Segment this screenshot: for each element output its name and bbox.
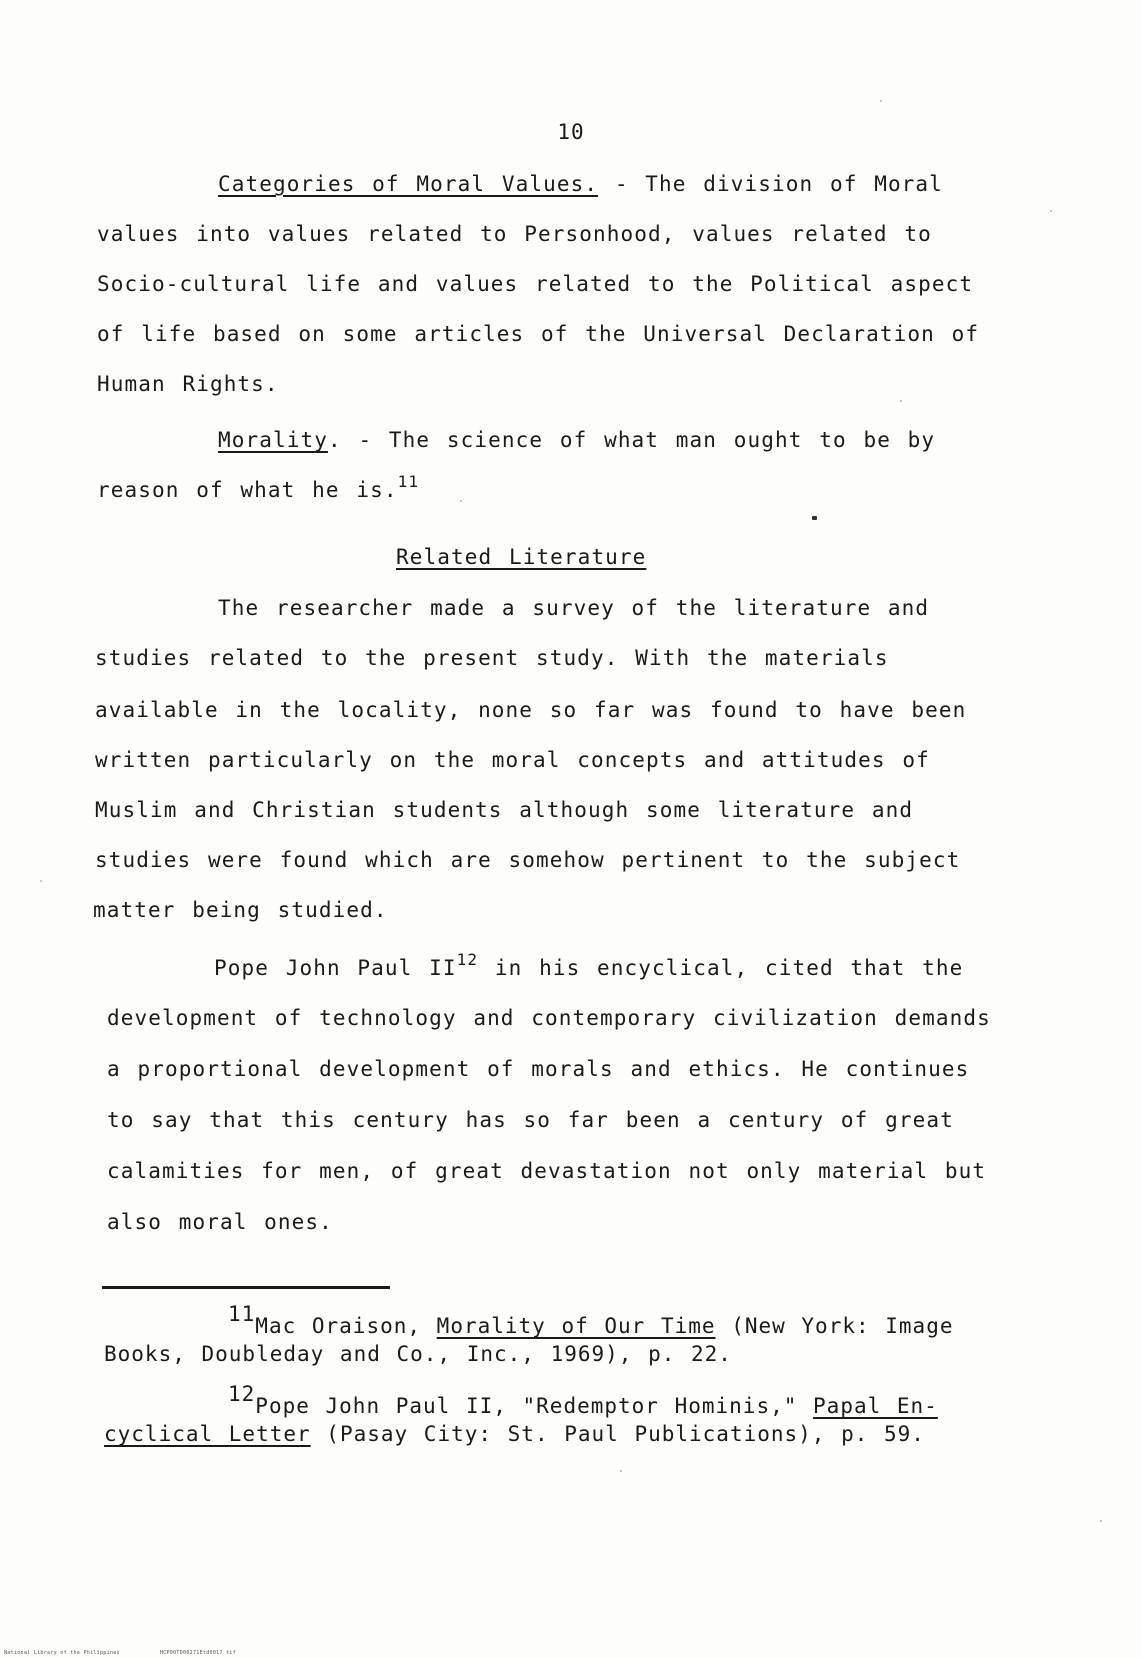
survey-line-1: The researcher made a survey of the literature and <box>218 596 930 620</box>
footnote-11-rest: (New York: Image <box>715 1314 954 1338</box>
footnote-12-line-2 <box>104 1422 925 1446</box>
scan-speck <box>900 400 902 402</box>
scan-speck <box>1050 210 1052 212</box>
archive-library: National Library of the Philippines <box>4 1650 120 1656</box>
pope-line-1-text: in his encyclical, cited that the <box>478 956 964 980</box>
footnote-11-author: Mac Oraison, <box>255 1314 437 1338</box>
categories-line-2: values into values related to Personhood, values related to <box>97 222 932 246</box>
morality-line-2-text: reason of what he is. <box>97 478 398 502</box>
survey-line-4: written particularly on the moral concepts and attitudes of <box>95 748 930 772</box>
categories-line-3: Socio-cultural life and values related to the Political aspect <box>97 272 974 296</box>
pope-line-1-start: Pope John Paul II <box>214 956 457 980</box>
survey-line-3: available in the locality, none so far was found to have been <box>95 698 967 722</box>
footnote-11-title: Morality of Our Time <box>436 1314 716 1338</box>
scan-speck <box>880 100 882 102</box>
categories-line-5: Human Rights. <box>97 372 279 396</box>
section-heading <box>396 545 646 569</box>
morality-line-1-text: . - The science of what man ought to be by <box>327 428 936 452</box>
scan-speck <box>40 880 42 882</box>
scan-speck <box>812 516 817 520</box>
categories-line-1-text: - The division of Moral <box>598 172 943 196</box>
footnote-ref-11: 11 <box>397 472 420 491</box>
pope-line-2: development of technology and contemporary civilization demands <box>107 1006 991 1030</box>
footnote-11-line-1 <box>228 1302 954 1338</box>
footnote-ref-12: 12 <box>456 950 479 969</box>
scan-speck <box>1100 1520 1102 1522</box>
footnote-12-title-2: cyclical Letter <box>104 1422 311 1446</box>
survey-line-7: matter being studied. <box>93 898 388 922</box>
footnote-12-line-1 <box>228 1382 938 1418</box>
categories-line-1 <box>218 172 943 196</box>
pope-line-1 <box>214 950 964 980</box>
footnote-12-rest: (Pasay City: St. Paul Publications), p. 59. <box>310 1422 925 1446</box>
scan-speck <box>620 1470 622 1472</box>
footnote-11-number: 11 <box>228 1302 256 1326</box>
scan-speck <box>460 500 462 502</box>
categories-line-4: of life based on some articles of the Universal Declaration of <box>97 322 980 346</box>
footnote-separator <box>102 1286 390 1289</box>
footnote-12-title-1: Papal En- <box>813 1394 938 1418</box>
morality-line-1 <box>218 428 935 452</box>
related-literature-title: Related Literature <box>396 545 647 569</box>
pope-line-5: calamities for men, of great devastation not only material but <box>107 1159 987 1183</box>
survey-line-6: studies were found which are somehow pertinent to the subject <box>95 848 961 872</box>
pope-line-3: a proportional development of morals and ethics. He continues <box>107 1057 970 1081</box>
page-number: 10 <box>557 120 585 144</box>
archive-stamp <box>4 1650 276 1656</box>
survey-line-2: studies related to the present study. With the materials <box>95 646 889 670</box>
pope-line-4: to say that this century has so far been a century of great <box>107 1108 954 1132</box>
morality-heading: Morality <box>218 428 328 452</box>
survey-line-5: Muslim and Christian students although some literature and <box>95 798 914 822</box>
morality-line-2 <box>97 472 420 502</box>
footnote-12-text: Pope John Paul II, "Redemptor Hominis," <box>255 1394 814 1418</box>
archive-code: HCP00TD00271Etd0017 tif <box>159 1650 236 1656</box>
footnote-12-number: 12 <box>228 1382 256 1406</box>
categories-heading: Categories of Moral Values. <box>218 172 599 196</box>
pope-line-6: also moral ones. <box>107 1210 333 1234</box>
footnote-11-line-2: Books, Doubleday and Co., Inc., 1969), p. 22. <box>104 1342 732 1366</box>
